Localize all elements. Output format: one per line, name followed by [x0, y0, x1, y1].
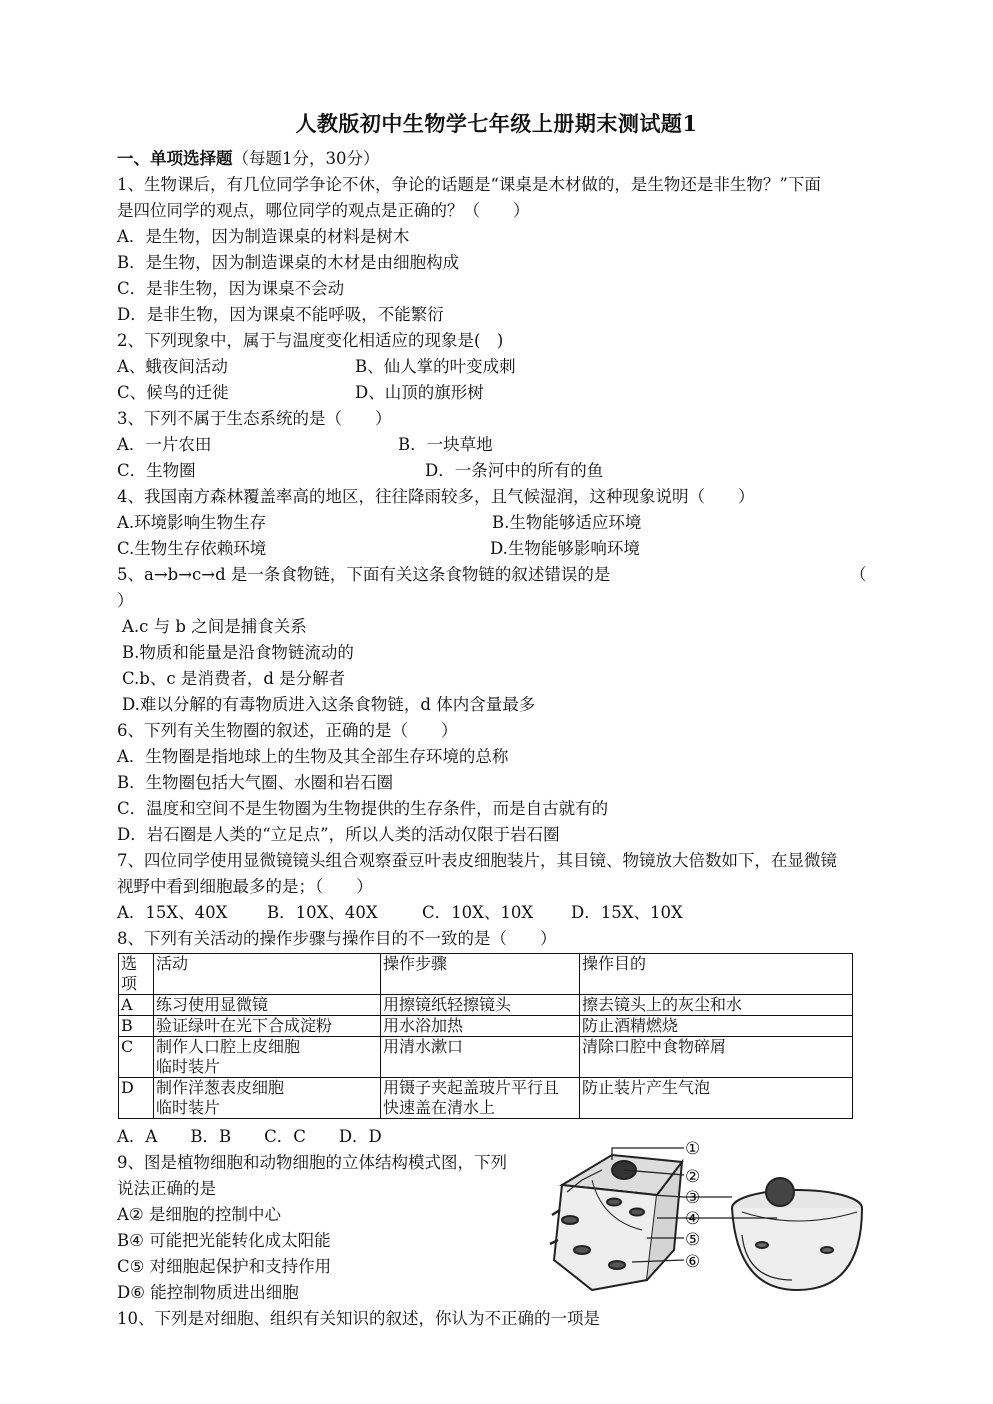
page-title: 人教版初中生物学七年级上册期末测试题1 [295, 111, 698, 136]
table-cell: 用水浴加热 [381, 1016, 580, 1037]
q6-option-b: B．生物圈包括大气圈、水圈和岩石圈 [117, 773, 394, 792]
q7-stem-line1: 7、四位同学使用显微镜镜头组合观察蚕豆叶表皮细胞装片，其目镜、物镜放大倍数如下，在显微镜 [117, 851, 837, 870]
figure-label-6: ⑥ [685, 1252, 701, 1272]
q7-option-c: C．10X、10X [422, 903, 534, 922]
section-note: （每题1分，30分） [232, 149, 380, 168]
q4-option-a: A.环境影响生物生存 [117, 513, 267, 532]
table-row [119, 995, 853, 1016]
q4-stem: 4、我国南方森林覆盖率高的地区，往往降雨较多，且气候湿润，这种现象说明（ ） [117, 487, 755, 506]
table-header-cell: 操作目的 [580, 954, 853, 995]
table-row [119, 1016, 853, 1037]
q9-option-d: D⑥ 能控制物质进出细胞 [117, 1283, 299, 1302]
q1-option-b: B．是生物，因为制造课桌的木材是由细胞构成 [117, 253, 460, 272]
q4-option-b: B.生物能够适应环境 [492, 513, 642, 532]
q5-option-c: C.b、c 是消费者，d 是分解者 [122, 669, 346, 688]
table-header-cell: 活动 [154, 954, 381, 995]
table-cell: 防止装片产生气泡 [580, 1078, 853, 1119]
table-header-row [119, 954, 853, 995]
q1-option-c: C．是非生物，因为课桌不会动 [117, 279, 345, 298]
q1-stem-line2: 是四位同学的观点，哪位同学的观点是正确的？（ ） [117, 201, 530, 220]
q2-option-b: B、仙人掌的叶变成刺 [355, 357, 516, 376]
q8-options: A．A B．B C．C D．D [117, 1127, 382, 1146]
q8-stem: 8、下列有关活动的操作步骤与操作目的不一致的是（ ） [117, 929, 557, 948]
q6-option-a: A．生物圈是指地球上的生物及其全部生存环境的总称 [117, 747, 509, 766]
table-cell: 用镊子夹起盖玻片平行且 快速盖在清水上 [381, 1078, 580, 1119]
q2-stem: 2、下列现象中，属于与温度变化相适应的现象是( ) [117, 331, 504, 350]
q4-option-c: C.生物生存依赖环境 [117, 539, 267, 558]
q5-paren-open: （ [850, 565, 867, 584]
figure-label-2: ② [685, 1167, 701, 1187]
table-cell: 用清水漱口 [381, 1037, 580, 1078]
q5-stem: 5、a→b→c→d 是一条食物链，下面有关这条食物链的叙述错误的是 [117, 565, 611, 584]
cell-structure-figure [542, 1140, 877, 1305]
table-header-cell: 操作步骤 [381, 954, 580, 995]
q3-stem: 3、下列不属于生态系统的是（ ） [117, 409, 392, 428]
table-cell: 防止酒精燃烧 [580, 1016, 853, 1037]
figure-label-4: ④ [685, 1209, 701, 1229]
table-cell: D [119, 1078, 154, 1119]
table-cell: 验证绿叶在光下合成淀粉 [154, 1016, 381, 1037]
q2-option-d: D、山顶的旗形树 [355, 383, 484, 402]
q9-option-b: B④ 可能把光能转化成太阳能 [117, 1231, 331, 1250]
q6-stem: 6、下列有关生物圈的叙述，正确的是（ ） [117, 721, 458, 740]
q10-stem: 10、下列是对细胞、组织有关知识的叙述，你认为不正确的一项是 [117, 1309, 600, 1328]
q2-option-c: C、候鸟的迁徙 [117, 383, 229, 402]
q1-stem-line1: 1、生物课后，有几位同学争论不休，争论的话题是“课桌是木材做的，是生物还是非生物？”下面 [117, 175, 821, 194]
table-row [119, 1078, 853, 1119]
q1-option-d: D．是非生物，因为课桌不能呼吸，不能繁衍 [117, 305, 444, 324]
q9-stem-line2: 说法正确的是 [117, 1179, 216, 1198]
q5-option-d: D.难以分解的有毒物质进入这条食物链，d 体内含量最多 [122, 695, 536, 714]
animal-cell-illustration [732, 1178, 862, 1290]
q3-option-c: C．生物圈 [117, 461, 196, 480]
table-cell: C [119, 1037, 154, 1078]
q9-option-a: A② 是细胞的控制中心 [117, 1205, 281, 1224]
q7-stem-line2: 视野中看到细胞最多的是；（ ） [117, 877, 373, 896]
plant-cell-illustration [550, 1155, 682, 1290]
table-cell: 擦去镜头上的灰尘和水 [580, 995, 853, 1016]
table-cell: A [119, 995, 154, 1016]
q7-option-b: B．10X、40X [267, 903, 378, 922]
table-cell: 练习使用显微镜 [154, 995, 381, 1016]
q5-option-b: B.物质和能量是沿食物链流动的 [122, 643, 354, 662]
q1-option-a: A．是生物，因为制造课桌的材料是树木 [117, 227, 410, 246]
section-heading [117, 148, 380, 170]
table-cell: 清除口腔中食物碎屑 [580, 1037, 853, 1078]
table-cell: 制作人口腔上皮细胞 临时装片 [154, 1037, 381, 1078]
q9-option-c: C⑤ 对细胞起保护和支持作用 [117, 1257, 332, 1276]
q3-option-b: B．一块草地 [398, 435, 493, 454]
q2-option-a: A、蛾夜间活动 [117, 357, 228, 376]
q5-option-a: A.c 与 b 之间是捕食关系 [122, 617, 307, 636]
table-row [119, 1037, 853, 1078]
q6-option-c: C．温度和空间不是生物圈为生物提供的生存条件，而是自古就有的 [117, 799, 609, 818]
figure-label-3: ③ [685, 1188, 701, 1208]
q3-option-d: D．一条河中的所有的鱼 [425, 461, 604, 480]
q6-option-d: D．岩石圈是人类的“立足点”，所以人类的活动仅限于岩石圈 [117, 825, 560, 844]
figure-label-5: ⑤ [685, 1230, 701, 1250]
q3-option-a: A．一片农田 [117, 435, 212, 454]
q7-option-a: A．15X、40X [117, 903, 228, 922]
operations-table [118, 953, 853, 1119]
figure-label-1: ① [685, 1140, 701, 1159]
table-cell: 制作洋葱表皮细胞 临时装片 [154, 1078, 381, 1119]
q4-option-d: D.生物能够影响环境 [490, 539, 640, 558]
q5-paren-close: ） [117, 591, 134, 610]
table-cell: 用擦镜纸轻擦镜头 [381, 995, 580, 1016]
q7-option-d: D．15X、10X [571, 903, 683, 922]
table-cell: B [119, 1016, 154, 1037]
section-heading-text: 一、单项选择题 [117, 149, 233, 168]
table-header-cell: 选项 [119, 954, 154, 995]
q9-stem-line1: 9、图是植物细胞和动物细胞的立体结构模式图，下列 [117, 1153, 507, 1172]
